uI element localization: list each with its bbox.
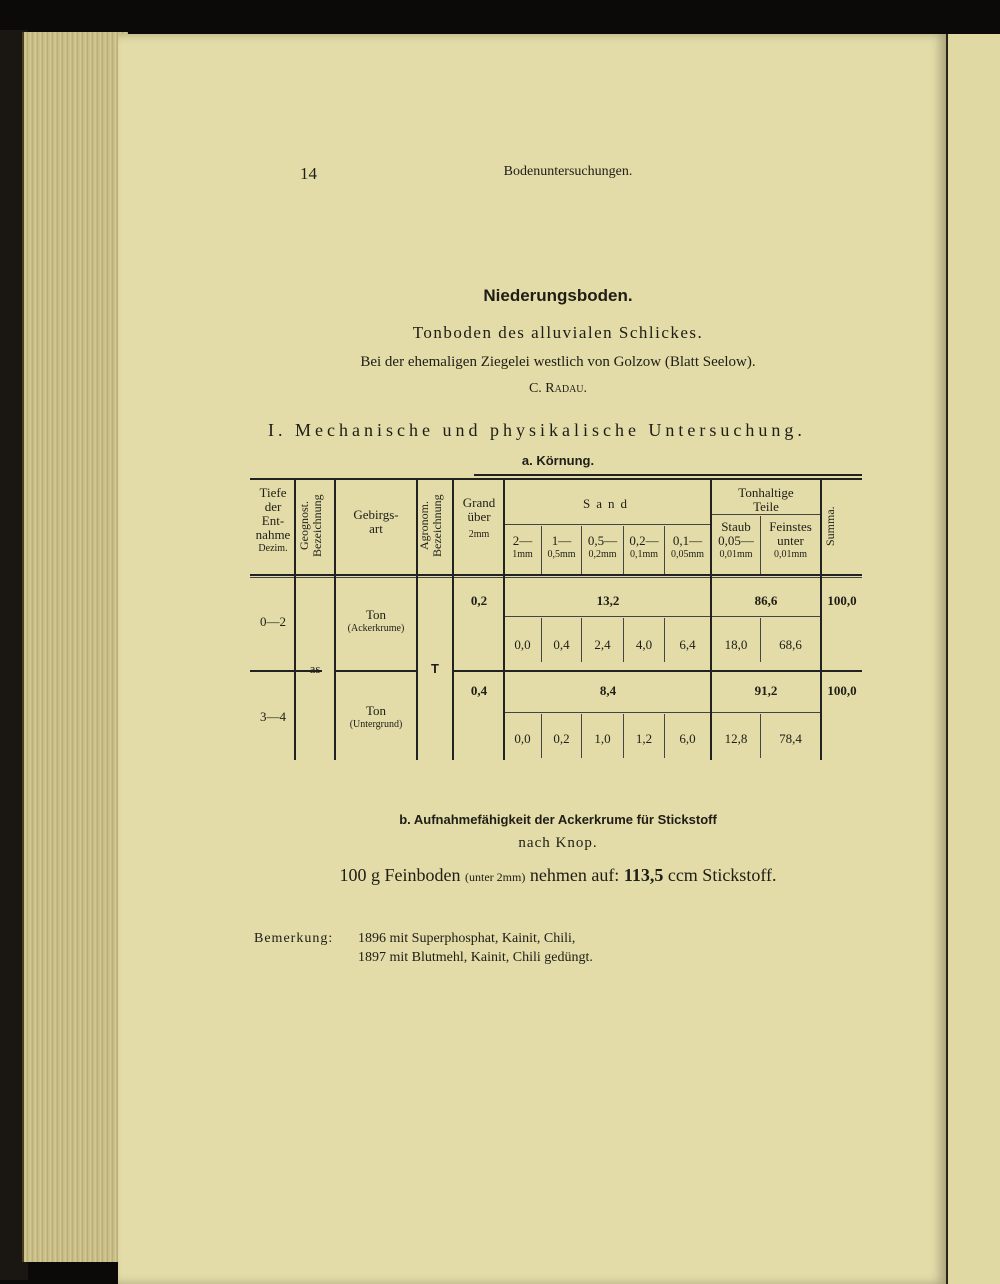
author: C. Radau.: [528, 381, 588, 396]
header-grand: Grand über 2mm: [462, 495, 496, 540]
row1-sand-5: 6,4: [679, 637, 696, 652]
header-geognost: Geognost. Bezeichnung: [297, 494, 324, 558]
page-number: 14: [300, 164, 317, 183]
subsection-a: a. Körnung.: [521, 453, 595, 468]
subsection-b: b. Aufnahmefähigkeit der Ackerkrume für Stickstoff: [399, 812, 717, 827]
row1-sand-1: 0,0: [514, 637, 531, 652]
location-line: Bei der ehemaligen Ziegelei westlich von Golzow (Blatt Seelow).: [360, 354, 756, 370]
row1-depth: 0—2: [260, 614, 286, 629]
header-sand-col-2: 1— 0,5mm: [547, 533, 576, 560]
row1-sand-3: 2,4: [594, 637, 611, 652]
row1-grand: 0,2: [470, 593, 488, 608]
row1-sand-total: 13,2: [596, 593, 620, 608]
section-heading: I. Mechanische und physikalische Untersuchung.: [268, 420, 806, 440]
header-gebirgsart: Gebirgs- art: [353, 507, 399, 536]
row2-feinstes: 78,4: [779, 731, 802, 746]
row2-staub: 12,8: [724, 731, 748, 746]
running-head: Bodenuntersuchungen.: [503, 164, 633, 179]
remark-line-2: 1897 mit Blutmehl, Kainit, Chili gedüngt.: [358, 950, 593, 965]
header-agronom: Agronom. Bezeichnung: [417, 494, 444, 558]
subtitle: Tonboden des alluvialen Schlickes.: [412, 323, 704, 342]
row2-sand-total: 8,4: [599, 683, 617, 698]
row1-summa: 100,0: [827, 593, 857, 608]
geognost-value: as: [309, 661, 321, 676]
header-sand-col-5: 0,1— 0,05mm: [670, 533, 705, 560]
row2-sand-3: 1,0: [594, 731, 611, 746]
header-tonhaltige: Tonhaltige Teile: [738, 485, 794, 514]
row2-ton-total: 91,2: [754, 683, 778, 698]
row2-sand-5: 6,0: [679, 731, 696, 746]
page-title: Niederungsboden.: [483, 286, 633, 305]
row2-sand-2: 0,2: [553, 731, 570, 746]
header-sand-col-4: 0,2— 0,1mm: [629, 533, 659, 560]
row1-gebirgsart: Ton (Ackerkrume): [347, 607, 405, 634]
row1-sand-4: 4,0: [635, 637, 653, 652]
subsection-b-sub: nach Knop.: [518, 835, 598, 851]
row1-ton-total: 86,6: [754, 593, 778, 608]
header-sand: Sand: [583, 496, 633, 511]
header-sand-col-3: 0,5— 0,2mm: [587, 533, 618, 560]
stickstoff-line: 100 g Feinboden (unter 2mm) nehmen auf: 113,5 ccm Stickstoff.: [339, 865, 777, 885]
row1-sand-2: 0,4: [553, 637, 570, 652]
row2-grand: 0,4: [470, 683, 488, 698]
page-edges: [22, 32, 128, 1262]
header-sand-col-1: 2— 1mm: [512, 533, 533, 560]
row1-feinstes: 68,6: [779, 637, 802, 652]
row2-summa: 100,0: [827, 683, 857, 698]
header-feinstes: Feinstes unter 0,01mm: [769, 519, 812, 560]
row2-sand-4: 1,2: [635, 731, 653, 746]
remark-line-1: 1896 mit Superphosphat, Kainit, Chili,: [358, 931, 576, 946]
row1-staub: 18,0: [724, 637, 748, 652]
row2-sand-1: 0,0: [514, 731, 531, 746]
facing-page-edge: [946, 34, 1000, 1284]
row2-depth: 3—4: [260, 709, 286, 724]
book-page: [118, 34, 946, 1284]
header-summa: Summa.: [823, 506, 837, 546]
header-staub: Staub 0,05— 0,01mm: [718, 519, 754, 560]
remark-label: Bemerkung:: [254, 931, 334, 946]
header-tiefe: Tiefe der Ent- nahme Dezim.: [255, 485, 291, 554]
row2-gebirgsart: Ton (Untergrund): [349, 703, 403, 730]
agronom-value: T: [431, 661, 439, 676]
